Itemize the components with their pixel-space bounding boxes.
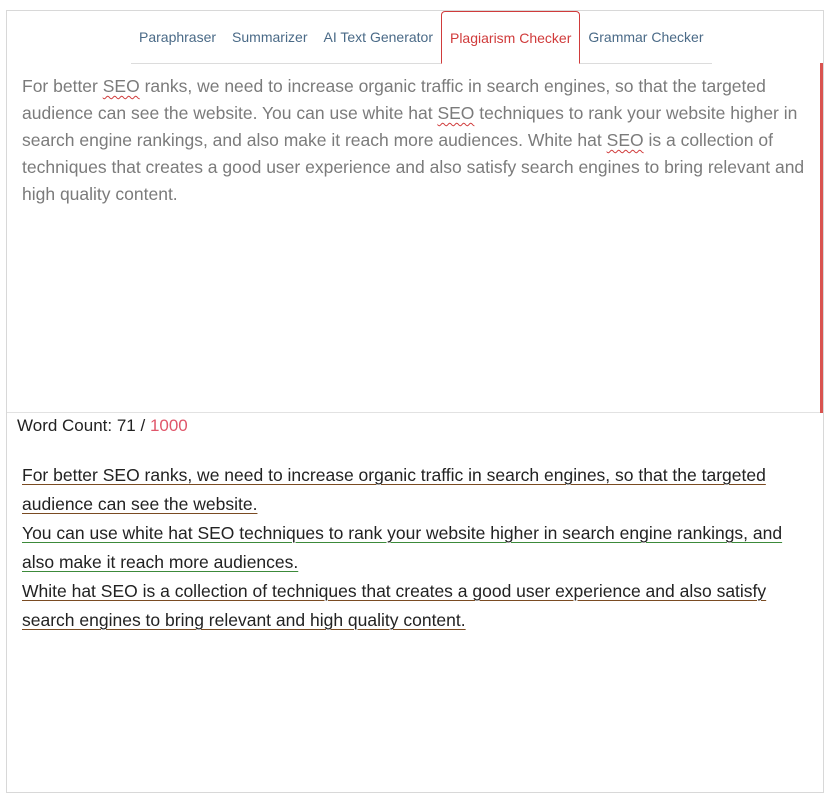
input-text[interactable] xyxy=(22,73,807,208)
text-segment: ranks, we need to increase organic traffic in search engines, so that the targeted audience can see the website. You can use white hat xyxy=(22,76,766,123)
tool-tabs xyxy=(7,11,823,63)
word-limit: 1000 xyxy=(149,416,188,435)
text-segment: techniques to rank your website higher in search engine rankings, and also make it reach more audiences. White hat xyxy=(22,103,798,150)
plagiarism-checker-panel xyxy=(6,10,824,793)
tab-ai-text-generator[interactable]: AI Text Generator xyxy=(323,29,433,45)
editor-scrollbar[interactable] xyxy=(820,63,823,413)
word-count-label: Word Count: 71 / xyxy=(17,416,146,435)
spelling-flag[interactable]: SEO xyxy=(606,130,644,150)
tab-summarizer[interactable]: Summarizer xyxy=(232,29,308,45)
tab-plagiarism-checker[interactable]: Plagiarism Checker xyxy=(441,11,580,64)
word-count xyxy=(17,416,188,436)
text-segment: For better xyxy=(22,76,103,96)
tab-grammar-checker[interactable]: Grammar Checker xyxy=(588,29,704,45)
matched-sentence[interactable]: For better SEO ranks, we need to increase organic traffic in search engines, so that the targeted audience can see the website. xyxy=(22,465,766,514)
matched-sentence[interactable]: You can use white hat SEO techniques to rank your website higher in search engine rankings, and also make it reach more audiences. xyxy=(22,523,783,572)
tab-paraphraser[interactable]: Paraphraser xyxy=(139,29,217,45)
matched-sentence[interactable]: White hat SEO is a collection of techniques that creates a good user experience and also satisfy search engines to bring relevant and high quality content. xyxy=(22,581,767,630)
text-segment: is a collection of techniques that creates a good user experience and also satisfy search engines to bring relevant and high quality content. xyxy=(22,130,805,204)
input-text-area[interactable] xyxy=(7,63,823,413)
tab-row xyxy=(131,11,712,64)
plagiarism-results xyxy=(22,461,812,635)
spelling-flag[interactable]: SEO xyxy=(102,76,140,96)
spelling-flag[interactable]: SEO xyxy=(437,103,475,123)
